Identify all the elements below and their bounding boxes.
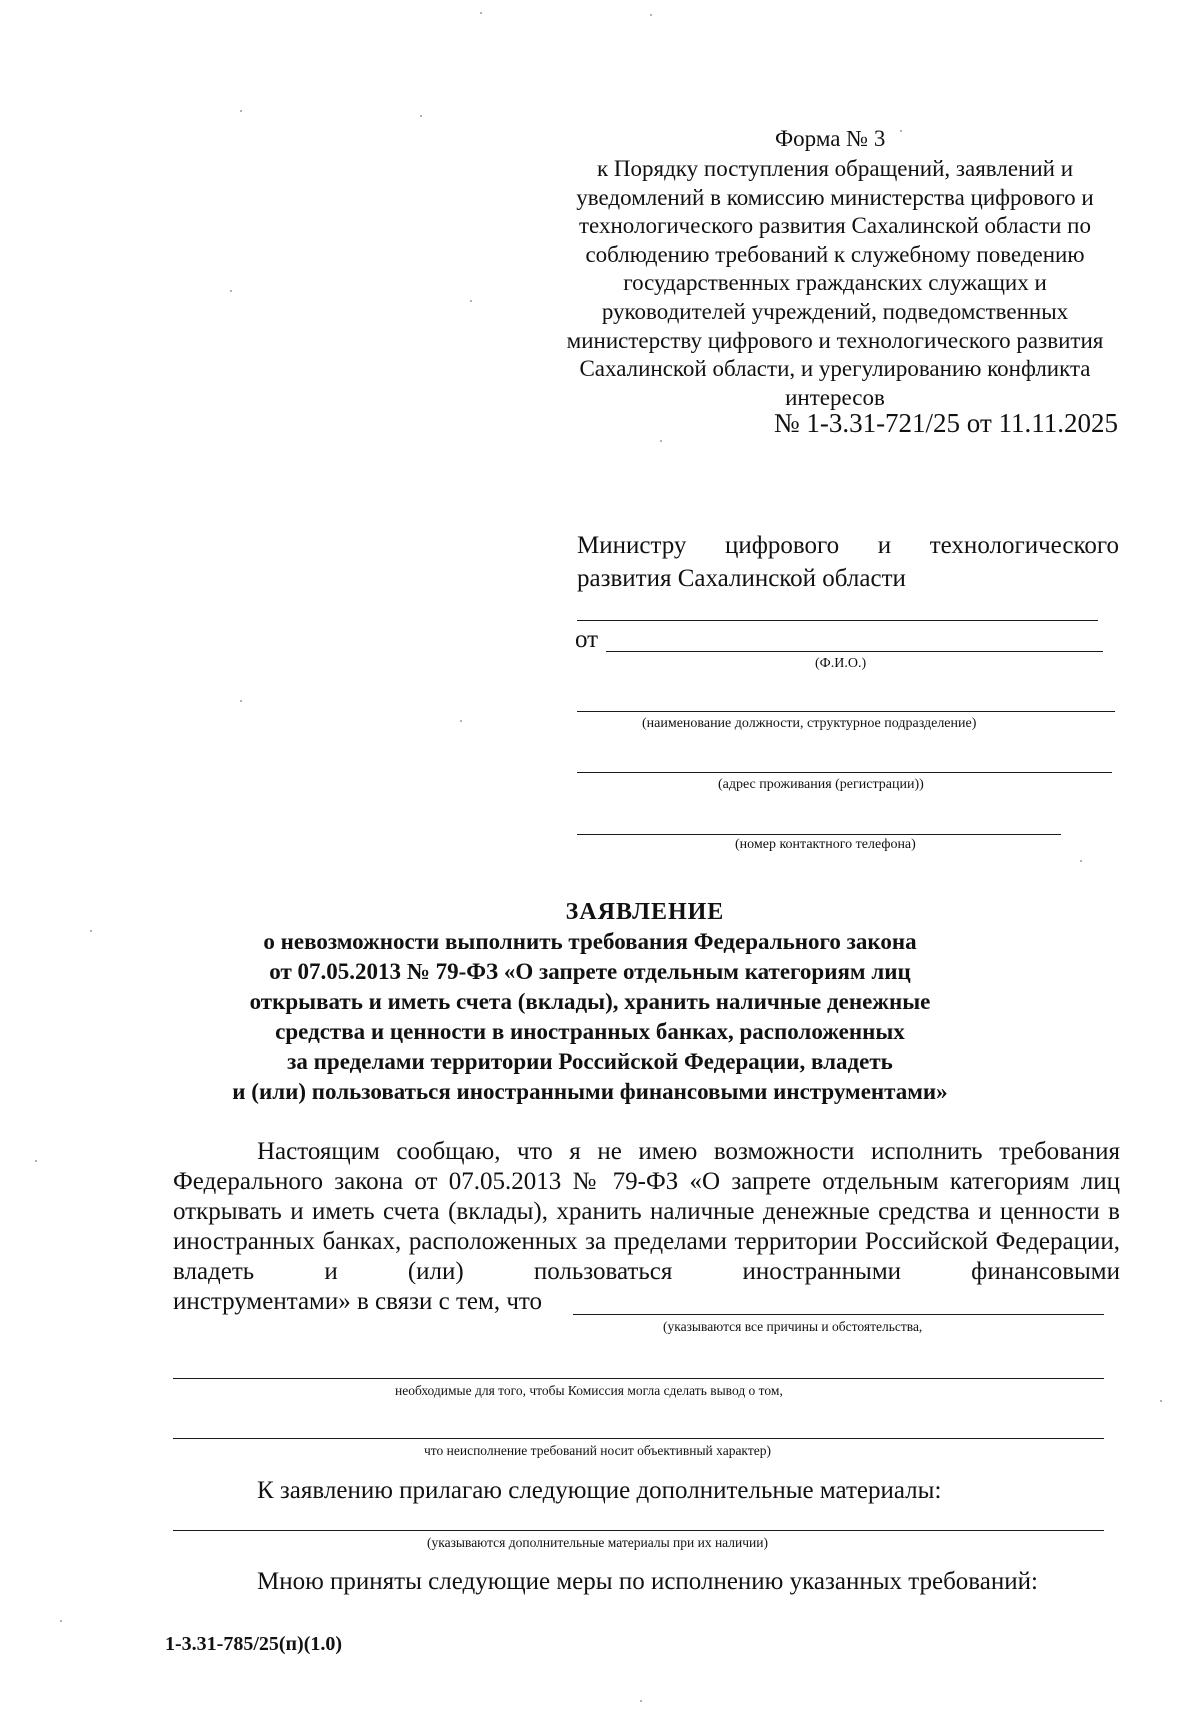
form-header-line: уведомлений в комиссию министерства цифрового и xyxy=(576,184,1094,210)
position-field[interactable] xyxy=(577,711,1115,712)
fio-caption: (Ф.И.О.) xyxy=(815,656,867,671)
reason-caption-1: (указываются все причины и обстоятельства, xyxy=(663,1319,923,1334)
attachments-field[interactable] xyxy=(173,1530,1104,1531)
form-header-line: к Порядку поступления обращений, заявлений и xyxy=(596,156,1074,181)
form-header-line: руководителей учреждений, подведомственных xyxy=(601,298,1069,324)
from-label: от xyxy=(575,626,599,653)
subtitle-line: средства и ценности в иностранных банках, расположенных xyxy=(275,1019,905,1044)
fio-field[interactable] xyxy=(606,651,1103,652)
addressee-line-2: развития Сахалинской области xyxy=(577,565,906,592)
form-header-line: соблюдению требований к служебному поведению xyxy=(585,241,1085,267)
subtitle-line: и (или) пользоваться иностранными финансовыми инструментами» xyxy=(232,1079,948,1104)
attachments-text: К заявлению прилагаю следующие дополнительные материалы: xyxy=(257,1477,942,1504)
document-code: 1-3.31-785/25(п)(1.0) xyxy=(165,1633,343,1655)
phone-caption: (номер контактного телефона) xyxy=(735,837,916,852)
addressee-line-1 xyxy=(577,532,1119,560)
address-caption: (адрес проживания (регистрации)) xyxy=(718,777,924,792)
form-header-block xyxy=(540,155,1130,412)
statement-subtitle xyxy=(140,927,1040,1107)
attachments-caption: (указываются дополнительные материалы при их наличии) xyxy=(427,1535,768,1550)
form-header-line: государственных гражданских служащих и xyxy=(623,270,1047,296)
statement-title: ЗАЯВЛЕНИЕ xyxy=(565,899,725,925)
subtitle-line: открывать и иметь счета (вклады), хранить наличные денежные xyxy=(249,989,931,1014)
statement-paragraph xyxy=(173,1137,1120,1287)
form-number: Форма № 3 xyxy=(775,126,886,151)
subtitle-line: о невозможности выполнить требования Федерального закона xyxy=(263,929,917,954)
position-caption: (наименование должности, структурное подразделение) xyxy=(642,716,977,731)
reason-field-2[interactable] xyxy=(173,1378,1104,1379)
addressee-blank-line[interactable] xyxy=(577,620,1098,621)
measures-text: Мною приняты следующие меры по исполнению указанных требований: xyxy=(257,1568,1038,1595)
registration-number: № 1-3.31-721/25 от 11.11.2025 xyxy=(773,408,1118,438)
subtitle-line: за пределами территории Российской Федерации, владеть xyxy=(287,1049,893,1074)
reason-caption-2: необходимые для того, чтобы Комиссия могла сделать вывод о том, xyxy=(395,1383,783,1398)
form-header-line: интересов xyxy=(785,384,885,410)
statement-paragraph-text: Настоящим сообщаю, что я не имею возможности исполнить требования Федерального закона от 07.05.2013 № 79-ФЗ «О запрете отдельным категориям лиц открывать и иметь счета (вклады), хранить наличные денежные средства и ценности в иностранных банках, расположенных за пределами территории Российской Федерации, владеть и (или) пользоваться иностранными финансовыми xyxy=(173,1138,1120,1285)
reason-caption-3: что неисполнение требований носит объективный характер) xyxy=(424,1443,771,1458)
form-header-line: Сахалинской области, и урегулированию конфликта xyxy=(579,356,1091,382)
address-field[interactable] xyxy=(577,772,1112,773)
phone-field[interactable] xyxy=(577,834,1061,835)
addressee-text: Министру цифрового и технологического xyxy=(577,532,1119,559)
subtitle-line: от 07.05.2013 № 79-ФЗ «О запрете отдельным категориям лиц xyxy=(269,959,911,984)
reason-field-3[interactable] xyxy=(173,1438,1104,1439)
reason-field-1[interactable] xyxy=(573,1314,1104,1315)
form-header-line: технологического развития Сахалинской области по xyxy=(579,213,1091,239)
form-header-line: министерству цифрового и технологического развития xyxy=(566,327,1104,353)
statement-paragraph-last: инструментами» в связи с тем, что xyxy=(173,1288,542,1315)
